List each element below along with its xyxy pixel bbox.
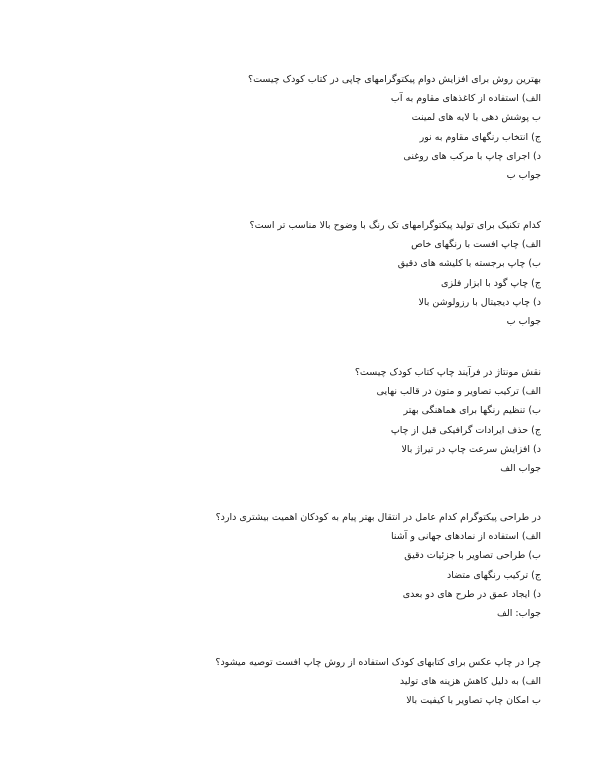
- option-d: د) افزایش سرعت چاپ در تیراژ بالا: [401, 443, 541, 455]
- option-d: د) چاپ دیجیتال با رزولوشن بالا: [418, 296, 541, 308]
- question-block: [215, 653, 541, 711]
- option-a: الف) استفاده از نمادهای جهانی و آشنا: [390, 531, 541, 543]
- question-block: [215, 508, 541, 623]
- question-block: [221, 363, 541, 478]
- answer-text: جواب الف: [500, 462, 541, 474]
- option-d: د) اجرای چاپ با مرکب های روغنی: [403, 150, 541, 162]
- option-b: ب پوشش دهی با لایه های لمینت: [411, 112, 541, 124]
- option-c: ج) ترکیب رنگهای متضاد: [446, 569, 541, 581]
- question-text: در طراحی پیکتوگرام کدام عامل در انتقال بهتر پیام به کودکان اهمیت بیشتری دارد؟: [215, 512, 541, 523]
- option-a: الف) به دلیل کاهش هزینه های تولید: [399, 676, 541, 688]
- question-text: نقش مونتاژ در فرآیند چاپ کتاب کودک چیست؟: [354, 367, 541, 378]
- question-text: بهترین روش برای افزایش دوام پیکتوگرامهای چاپی در کتاب کودک چیست؟: [248, 74, 541, 85]
- question-text: کدام تکنیک برای تولید پیکتوگرامهای تک رنگ با وضوح بالا مناسب تر است؟: [249, 220, 541, 231]
- answer-text: جواب ب: [506, 169, 541, 181]
- option-a: الف) استفاده از کاغذهای مقاوم به آب: [390, 93, 541, 105]
- option-c: ج) انتخاب رنگهای مقاوم به نور: [419, 131, 541, 143]
- answer-text: جواب ب: [506, 315, 541, 327]
- question-block: [221, 216, 541, 331]
- option-c: ج) حذف ایرادات گرافیکی قبل از چاپ: [390, 424, 541, 436]
- answer-text: جواب: الف: [497, 607, 541, 619]
- option-c: ج) چاپ گود با ابزار فلزی: [441, 277, 541, 289]
- option-b: ب) تنظیم رنگها برای هماهنگی بهتر: [403, 405, 541, 417]
- question-block: [221, 70, 541, 185]
- option-b: ب) طراحی تصاویر با جزئیات دقیق: [404, 550, 541, 562]
- option-b: ب امکان چاپ تصاویر با کیفیت بالا: [406, 695, 541, 707]
- option-a: الف) ترکیب تصاویر و متون در قالب نهایی: [376, 386, 541, 398]
- option-b: ب) چاپ برجسته با کلیشه های دقیق: [397, 258, 541, 270]
- question-text: چرا در چاپ عکس برای کتابهای کودک استفاده از روش چاپ افست توصیه میشود؟: [215, 657, 541, 668]
- option-a: الف) چاپ افست با رنگهای خاص: [411, 239, 541, 251]
- option-d: د) ایجاد عمق در طرح های دو بعدی: [402, 588, 541, 600]
